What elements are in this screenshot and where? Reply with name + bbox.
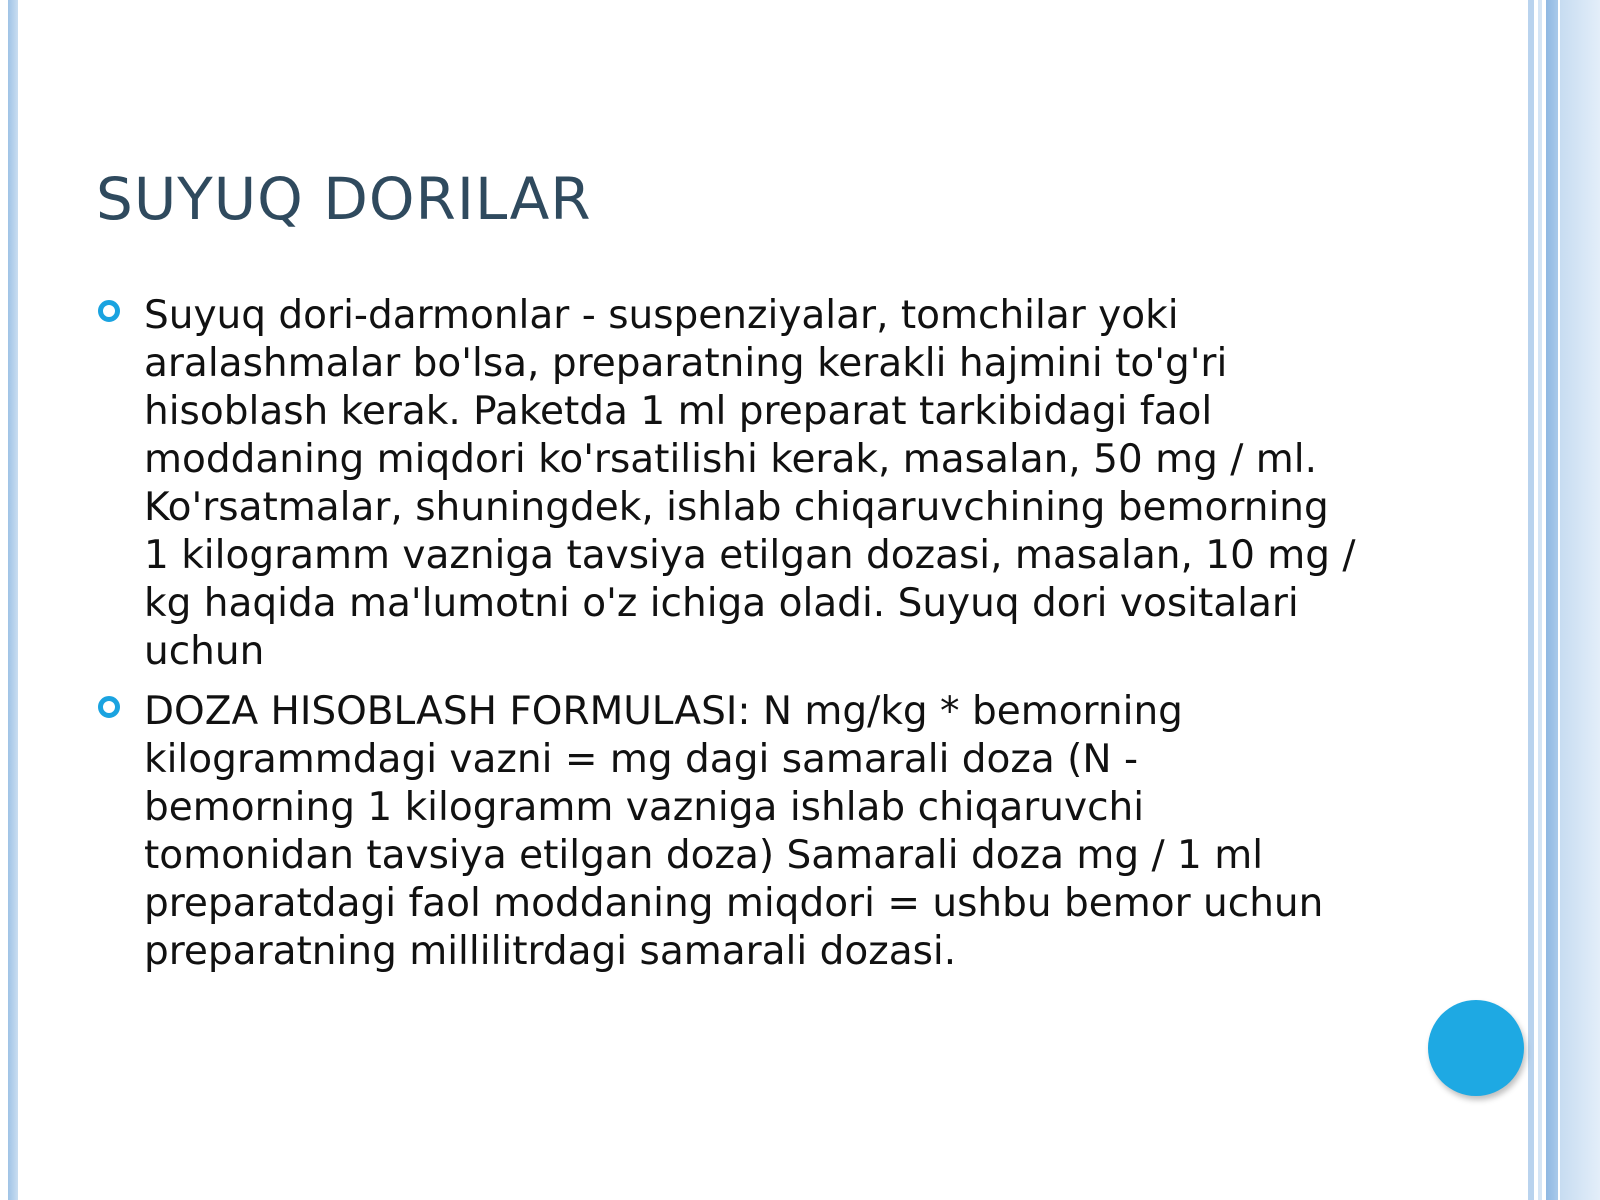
right-decorative-stripe: [1538, 0, 1542, 1200]
right-decorative-stripe: [1528, 0, 1534, 1200]
bullet-item: [96, 292, 1356, 676]
left-decorative-stripe: [8, 0, 18, 1200]
bullet-text: Suyuq dori-darmonlar - suspenziyalar, tomchilar yoki aralashmalar bo'lsa, preparatning kerakli hajmini to'g'ri hisoblash kerak. Paketda 1 ml preparat tarkibidagi faol moddaning miqdori ko'rsatilishi kerak, masalan, 50 mg / ml. Ko'rsatmalar, shuningdek, ishlab chiqaruvchining bemorning 1 kilogramm vazniga tavsiya etilgan dozasi, masalan, 10 mg / kg haqida ma'lumotni o'z ichiga oladi. Suyuq dori vositalari uchun: [144, 293, 1356, 674]
right-decorative-stripe: [1560, 0, 1600, 1200]
circle-bullet-icon: [98, 696, 120, 718]
right-decorative-stripe: [1546, 0, 1558, 1200]
next-slide-circle-button[interactable]: [1428, 1000, 1524, 1096]
bullet-list: [96, 292, 1356, 988]
bullet-text: DOZA HISOBLASH FORMULASI: N mg/kg * bemorning kilogrammdagi vazni = mg dagi samarali doza (N - bemorning 1 kilogramm vazniga ishlab chiqaruvchi tomonidan tavsiya etilgan doza) Samarali doza mg / 1 ml preparatdagi faol moddaning miqdori = ushbu bemor uchun preparatning millilitrdagi samarali dozasi.: [144, 689, 1324, 974]
slide-title: SUYUQ DORILAR: [96, 165, 592, 233]
circle-bullet-icon: [98, 300, 120, 322]
bullet-item: [96, 688, 1356, 976]
